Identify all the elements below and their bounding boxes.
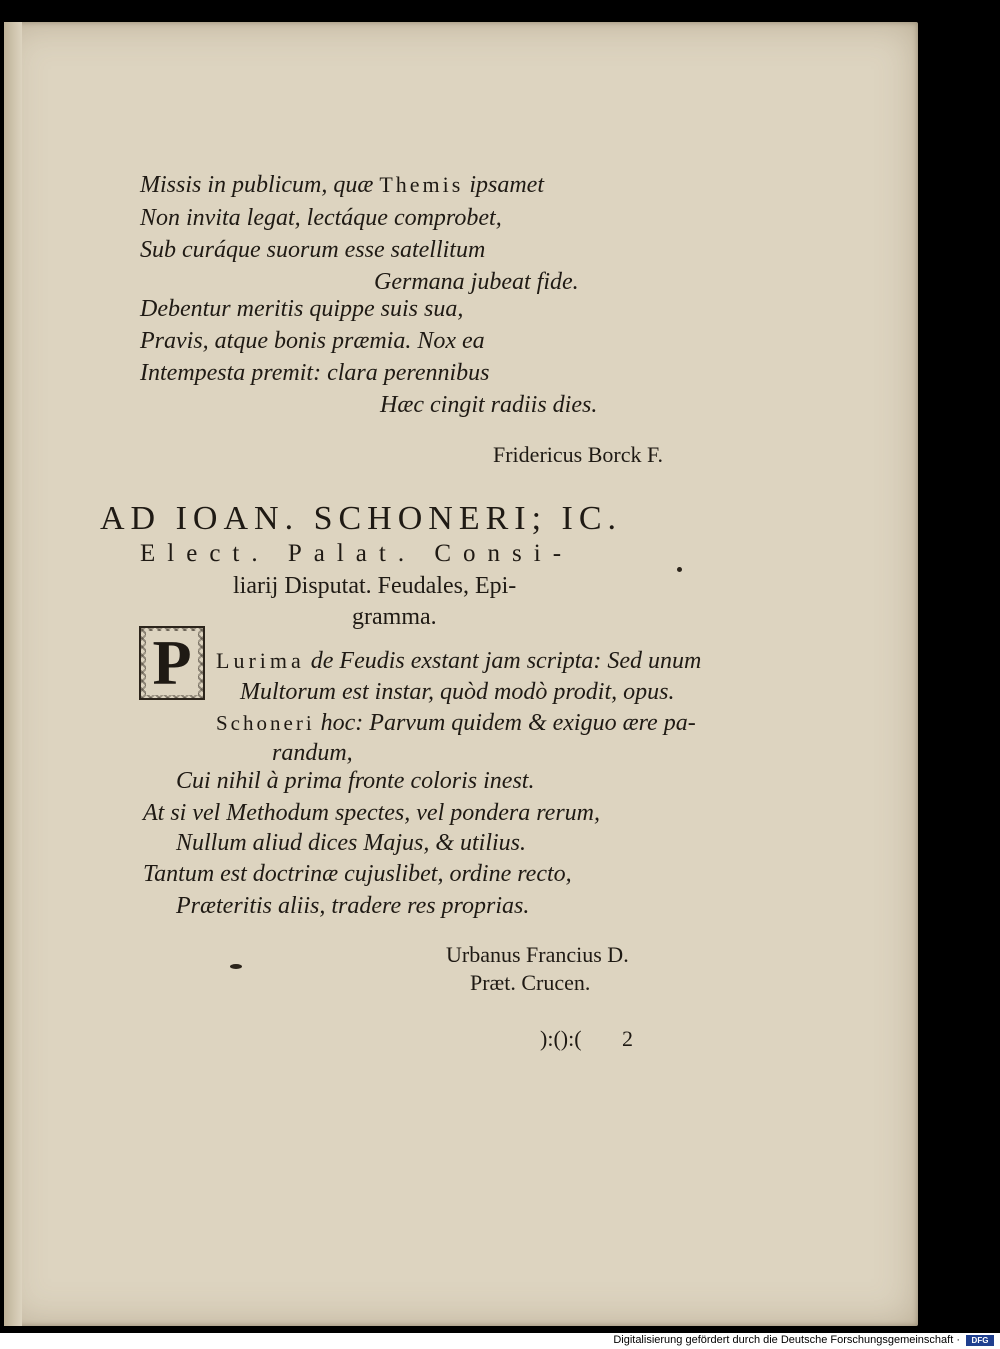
decorated-initial [139, 626, 205, 700]
decorated-initial-letter: P [146, 631, 197, 695]
poem-line-1-caps: Themis [379, 172, 464, 197]
heading-line-4: gramma. [352, 604, 437, 630]
heading-line-2: Elect. Palat. Consi- [140, 540, 574, 567]
epigram-line-7: Nullum aliud dices Majus, & utilius. [176, 830, 527, 856]
poem-line-1-end: ipsamet [469, 172, 545, 198]
poem-line-1-text: Missis in publicum, quæ [140, 172, 374, 198]
epigram-line-5: Cui nihil à prima fronte coloris inest. [176, 768, 535, 794]
footer-bar [0, 1333, 1000, 1349]
epigram-line-2: Multorum est instar, quòd modò prodit, opus. [240, 679, 675, 705]
dfg-logo-icon: DFG [966, 1335, 994, 1346]
epigram-line-3-caps: Schoneri [216, 711, 315, 735]
ink-speck [677, 567, 682, 572]
epigram-line-1-rest: de Feudis exstant jam scripta: Sed unum [310, 648, 702, 674]
epigram-line-4: randum, [272, 740, 353, 766]
epigram-line-9: Præteritis aliis, tradere res proprias. [176, 893, 530, 919]
signature-mark: ):():( [540, 1026, 582, 1051]
poem-line-6: Pravis, atque bonis præmia. Nox ea [140, 328, 485, 354]
signature-borck: Fridericus Borck F. [493, 442, 663, 467]
epigram-line-1-caps: Lurima [216, 648, 305, 673]
poem-line-3: Sub curáque suorum esse satellitum [140, 237, 486, 263]
poem-line-8: Hæc cingit radiis dies. [380, 392, 598, 418]
epigram-line-3-rest: hoc: Parvum quidem & exiguo ære pa- [320, 710, 696, 736]
heading-line-3: liarij Disputat. Feudales, Epi- [233, 573, 517, 599]
footer-credit: Digitalisierung gefördert durch die Deutsche Forschungsgemeinschaft · [613, 1334, 960, 1346]
poem-line-4: Germana jubeat fide. [374, 269, 579, 295]
poem-line-7: Intempesta premit: clara perennibus [140, 360, 490, 386]
poem-line-1 [140, 172, 544, 199]
signature-francius-line-2: Præt. Crucen. [470, 970, 591, 995]
poem-line-2: Non invita legat, lectáque comprobet, [140, 205, 502, 231]
epigram-line-3 [216, 710, 696, 737]
page-number: 2 [622, 1026, 633, 1051]
signature-francius-line-1: Urbanus Francius D. [446, 942, 629, 967]
page-spine-shadow [4, 22, 22, 1326]
epigram-line-6: At si vel Methodum spectes, vel pondera rerum, [143, 800, 600, 826]
poem-line-5: Debentur meritis quippe suis sua, [140, 296, 464, 322]
heading-line-1: AD IOAN. SCHONERI; IC. [100, 500, 623, 537]
ink-speck [230, 964, 242, 969]
epigram-line-8: Tantum est doctrinæ cujuslibet, ordine recto, [143, 861, 572, 887]
epigram-line-1 [216, 648, 701, 675]
